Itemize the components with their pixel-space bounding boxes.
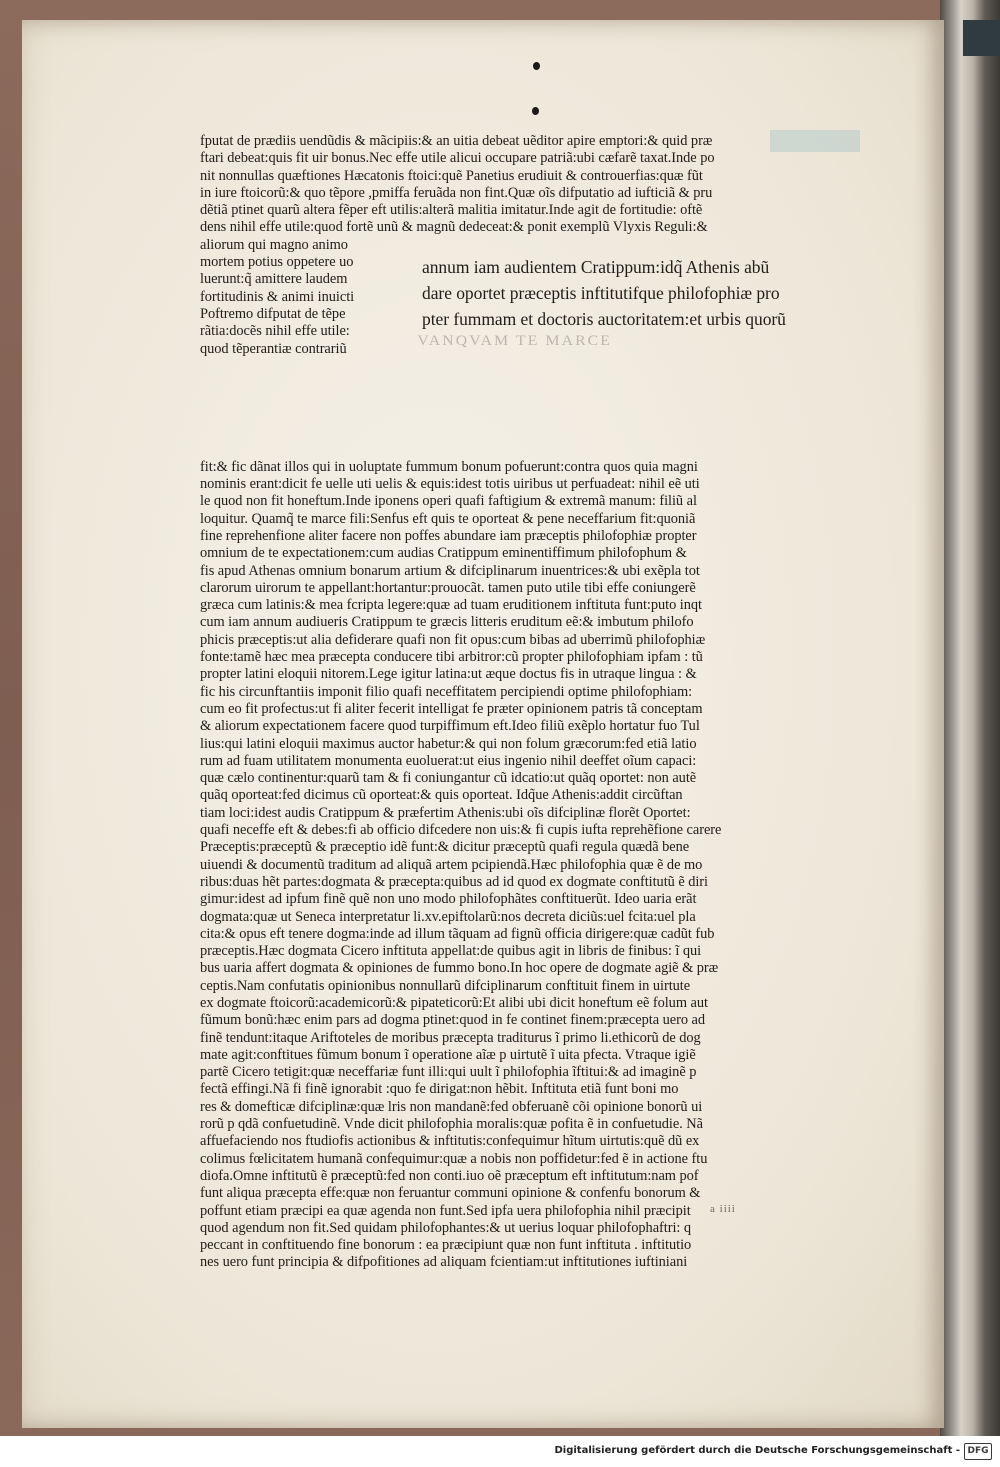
dfg-logo-icon: DFG	[964, 1443, 992, 1460]
text-line: nit nonnullas quæftiones Hæcatonis ftoici:quẽ Panetius erudiuit & controuerfias:quæ fũt	[200, 167, 703, 184]
heading-line: pter fummam et doctoris auctoritatem:et urbis quorũ	[422, 308, 786, 329]
text-line: tiam loci:idest audis Cratippum & præfertim Athenis:ubi oĩs difciplinæ florẽt Oportet:	[200, 804, 691, 821]
text-line: finẽ tendunt:itaque Ariftoteles de moribus præcepta traditurus ĩ primo li.ethicorũ de dog	[200, 1029, 701, 1046]
text-line: colimus fœlicitatem humanã confequimur:quæ a nobis non poffidetur:fed ẽ in actione ftu	[200, 1150, 708, 1167]
left-column	[200, 237, 415, 358]
text-line: quafi neceffe eft & debes:fi ab officio difcedere non uis:& fi cupis iufta reprehẽfione carere	[200, 822, 722, 839]
text-line: rorũ p qdã confuetudinẽ. Vnde dicit philofophia moralis:quæ pofita ẽ in confuetudie. Nã	[200, 1116, 703, 1133]
text-line: fic his circunftantiis imponit filio quafi neceffitatem percipiendi optime philofophiam:	[200, 683, 693, 700]
text-line: cum eo fit profectus:ut fi aliter fecerit intelligat fe præter opinionem patris tã conceptam	[200, 700, 703, 717]
text-line: fectã effingi.Nã fi finẽ ignorabit :quo fe dirigat:non hẽbit. Inftituta etiã funt boni mo	[200, 1081, 679, 1098]
text-line: phicis præceptis:ut alia defiderare quafi non fit opus:cum bibas ad uberrimũ philofophiæ	[200, 631, 706, 648]
text-line: in iure ftoicorũ:& quo tẽpore ,pmiffa feruãda non fint.Quæ oĩs difputatio ad iufticiã & pru	[200, 184, 713, 201]
ink-dot	[533, 62, 540, 70]
text-line: peccant in conftituendo fine bonorum : ea præcipiunt quæ non funt inftituta . inftitutio	[200, 1237, 692, 1254]
text-line: nominis erant:dicit fe uelle uti uelis & equis:idest totis uiribus ut perfuadeat: nihil eẽ uti	[200, 476, 700, 493]
text-line: uiuendi & documentũ traditum ad aliquã artem pcipiendã.Hæc philofophia quæ ẽ de mo	[200, 856, 703, 873]
text-line: omnium de te expectationem:cum audias Cratippum eminentiffimum philofophum &	[200, 545, 687, 562]
heading-line: annum iam audientem Cratippum:idq̃ Athenis abũ	[422, 256, 770, 277]
text-line: gimur:idest ad ipfum finẽ quẽ non uno modo philofophãtes conftituerũt. Ideo uaria erãt	[200, 891, 697, 908]
text-line: bus uaria affert dogmata & opiniones de fummo bono.In hoc opere de dogmate agiẽ & præ	[200, 960, 719, 977]
split-section	[200, 237, 860, 459]
text-line: rãtia:docẽs nihil effe utile:	[200, 323, 350, 340]
text-line: le quod non fit honeftum.Inde iponens operi quafi faftigium & extremã manum: filiũ al	[200, 493, 697, 510]
text-line: nes uero funt principia & difpofitiones ad aliquam fcientiam:ut inftitutiones iuftiniani	[200, 1254, 688, 1271]
heading-line: dare oportet præceptis inftitutifque philofophiæ pro	[422, 282, 780, 303]
text-line: ceptis.Nam confutatis opinionibus nonnullarũ difciplinarum conftituit finem in uirtute	[200, 977, 691, 994]
text-line: quæ cælo continentur:quarũ tam & fi coniungantur cũ idcatio:ut quãq oportet: non autẽ	[200, 770, 697, 787]
text-line: cita:& opus eft tenere dogma:inde ad illum tãquam ad fignũ officia dirigere:quæ cadũt fub	[200, 925, 715, 942]
text-line: dens nihil effe utile:quod fortẽ unũ & magnũ dedeceat:& ponit exemplũ Vlyxis Reguli:&	[200, 219, 708, 236]
faded-heading: VANQVAM TE MARCE	[417, 332, 613, 349]
text-line: ftari debeat:quis fit uir bonus.Nec effe utile alicui occupare patriã:ubi cæfarẽ taxat.Inde po	[200, 150, 715, 167]
commentary-body	[200, 459, 860, 1272]
binding-corner	[963, 20, 1000, 56]
text-line: fis apud Athenas omnium bonarum artium & difciplinarum inuentrices:& ubi exẽpla tot	[200, 562, 700, 579]
top-paragraph	[200, 133, 860, 237]
text-line: Poftremo difputat de tẽpe	[200, 305, 346, 322]
text-line: ex dogmate ftoicorũ:academicorũ:& pipateticorũ:Et alibi ubi dicit honeftum eẽ folum aut	[200, 994, 708, 1011]
text-line: quod tẽperantiæ contrariũ	[200, 340, 347, 357]
text-line: quod agendum non fit.Sed quidam philofophantes:& ut uerius loquar philofophaftri: q	[200, 1219, 692, 1236]
text-line: clarorum uirorum te appellant:hortantur:prouocãt. tamen puto utile tibi effe coniungerẽ	[200, 579, 696, 596]
signature-mark: a iiii	[710, 1203, 736, 1215]
text-line: poffunt etiam præcipi ea quæ agenda non funt.Sed ipfa uera philofophia nihil præcipit	[200, 1202, 691, 1219]
text-line: græca cum latinis:& mea fcripta legere:quæ ad tuam eruditionem inftituta funt:puto inqt	[200, 597, 702, 614]
text-line: Præceptis:præceptũ & præceptio idẽ funt:& dicitur præceptũ quafi regula quædã bene	[200, 839, 690, 856]
ink-dot	[532, 107, 539, 115]
printed-text-block	[200, 133, 860, 1272]
text-line: partẽ Cicero tetigit:quæ neceffariæ funt illi:qui uult ĩ philofophia ĩftitui:& ad imaginẽ p	[200, 1064, 697, 1081]
text-line: propter latini eloquii nitorem.Lege igitur latina:ut æque doctus fis in utraque lingua : &	[200, 666, 697, 683]
footer-credit: Digitalisierung gefördert durch die Deutsche Forschungsgemeinschaft -	[554, 1445, 960, 1456]
text-line: diofa.Omne inftitutũ ẽ præceptũ:fed non conti.iuo oẽ præceptum eft inftitutum:nam pof	[200, 1167, 699, 1184]
text-line: fonte:tamẽ hæc mea præcepta conducere tibi arbitror:cũ propter philofophiam ipfam : tũ	[200, 649, 703, 666]
text-line: loquitur. Quamq̃ te marce fili:Senfus eft quis te oporteat & pene neceffarium fit:quoniã	[200, 510, 696, 527]
text-line: præceptis.Hæc dogmata Cicero inftituta appellat:de quibus agit in libris de finibus: ĩ qui	[200, 943, 702, 960]
footer-bar	[0, 1436, 1000, 1467]
text-line: ribus:duas hẽt partes:dogmata & præcepta:quibus ad id quod ex dogmate conftitutũ ẽ diri	[200, 873, 709, 890]
text-line: funt aliqua præcepta effe:quæ non feruantur communi opinione & confenfu bonorum &	[200, 1185, 701, 1202]
text-line: fũmum bonũ:hæc enim pars ad dogma ptinet:quod in fe continet finem:præcepta uero ad	[200, 1012, 705, 1029]
text-line: affuefaciendo nos ftudiofis actionibus & inftitutis:confequimur hĩtum uirtutis:quẽ dũ ex	[200, 1133, 700, 1150]
text-line: dogmata:quæ ut Seneca interpretatur li.xv.epiftolarũ:nos decreta diciũs:uel fcita:uel pla	[200, 908, 696, 925]
text-line: rum ad fuam utilitatem monumenta euoluerat:ut eius ingenio nihil deeffet oĩum capaci:	[200, 752, 697, 769]
text-line: mate agit:conftitues fũmum bonum ĩ operatione aĩæ p uirtutẽ ĩ uita pfecta. Vtraque igiẽ	[200, 1046, 696, 1063]
text-line: aliorum qui magno animo	[200, 236, 348, 253]
text-line: lius:qui latini eloquii maximus auctor habetur:& qui non folum græcorum:fed etiã latio	[200, 735, 697, 752]
text-line: & aliorum expectationem facere quod turpiffimum eft.Ideo filiũ exẽplo hortatur fuo Tul	[200, 718, 700, 735]
text-line: cum iam annum audiueris Cratippum te græcis litteris eruditum eẽ:& imbutum philofo	[200, 614, 694, 631]
adjacent-page-edge	[940, 0, 1000, 1436]
text-line: fortitudinis & animi inuicti	[200, 288, 355, 305]
text-line: mortem potius oppetere uo	[200, 254, 354, 271]
text-line: dẽtiã ptinet quarũ altera fẽper eft utilis:alterã malitia imitatur.Inde agit de fortitudie: oftẽ	[200, 202, 703, 219]
text-line: quãq oporteat:fed dicimus cũ oporteat:& quis oporteat. Idq̃ue Athenis:addit circũftan	[200, 787, 683, 804]
text-line: fputat de prædiis uendũdis & mãcipiis:& an uitia debeat uẽditor apire emptori:& quid præ	[200, 133, 713, 149]
right-column-heading-text	[422, 254, 862, 332]
text-line: luerunt:q̃ amittere laudem	[200, 271, 348, 288]
text-line: fine reprehenfione aliter facere non poffes abundare iam præceptis philofophiæ propter	[200, 527, 697, 544]
text-line: fit:& fic dãnat illos qui in uoluptate fummum bonum pofuerunt:contra quos quia magni	[200, 458, 698, 475]
text-line: res & domefticæ difciplinæ:quæ lris non mandanẽ:fed obferuanẽ cõi opinione bonorũ ui	[200, 1098, 703, 1115]
